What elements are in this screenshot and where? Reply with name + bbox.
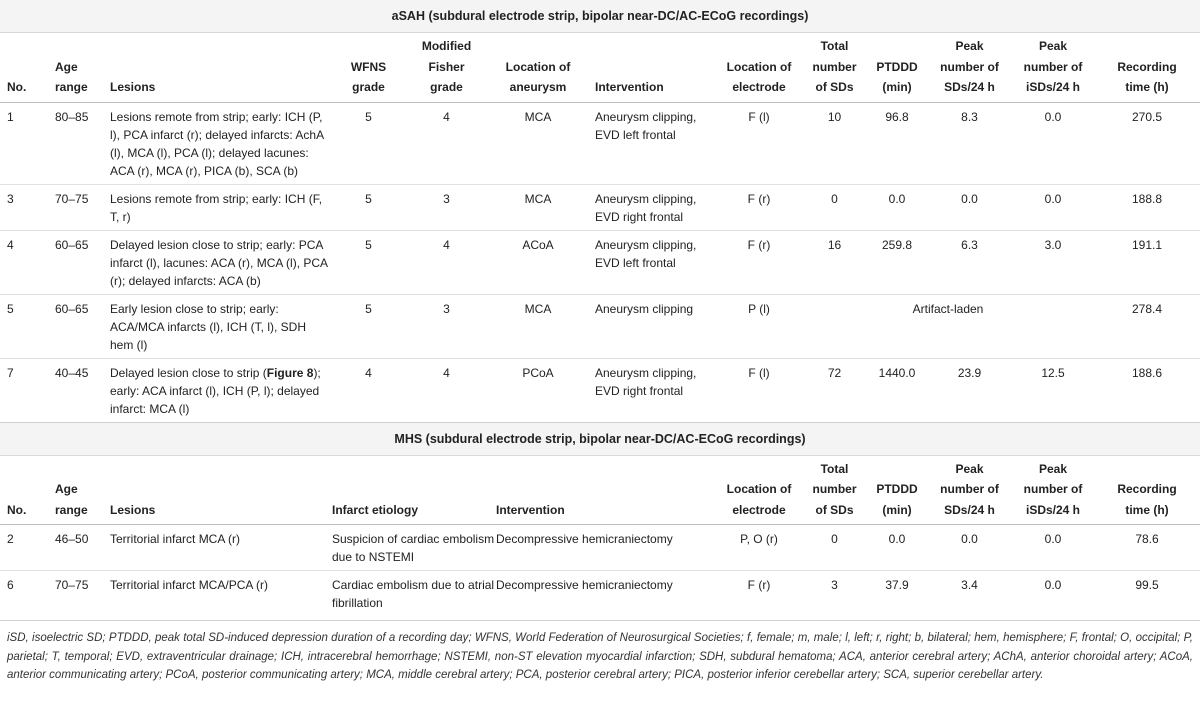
cell-lesions: Early lesion close to strip; early: ACA/MCA infarcts (l), ICH (T, l), SDH hem (l) (110, 301, 307, 352)
table-row (0, 294, 1200, 358)
cell-recording-time: 188.8 (1131, 191, 1163, 206)
cell-no: 3 (7, 191, 14, 206)
header-total-sds: Total number of SDs (812, 461, 857, 517)
cell-electrode: F (r) (747, 237, 771, 252)
header-peak-isds: Peak number of iSDs/24 h (1023, 39, 1083, 94)
cell-lesions: Lesions remote from strip; early: ICH (P, l), PCA infarct (r); delayed infarcts: AchA (l), MCA (l), PCA (l); delayed lacunes: ACA (r), MCA (r), PICA (b), SCA (b) (110, 109, 324, 178)
cell-fisher: 4 (443, 109, 450, 124)
cell-no: 6 (7, 578, 14, 592)
cell-peak-sds: 0.0 (961, 532, 978, 546)
header-electrode-location: Location of electrode (726, 59, 792, 94)
cell-age: 70–75 (55, 578, 89, 592)
cell-lesions: Lesions remote from strip; early: ICH (F, T, r) (110, 191, 323, 224)
asah-header-row (0, 33, 1200, 102)
cell-ptddd: 1440.0 (878, 365, 916, 380)
cell-peak-isds: 3.0 (1044, 237, 1062, 252)
cell-intervention: Aneurysm clipping, EVD left frontal (595, 109, 697, 142)
cell-peak-sds: 23.9 (957, 365, 982, 380)
table-row (0, 571, 1200, 617)
header-lesions: Lesions (110, 80, 156, 94)
cell-intervention: Decompressive hemicraniectomy (496, 532, 673, 546)
table-footnote: iSD, isoelectric SD; PTDDD, peak total SD-induced depression duration of a recording day; WFNS, World Federation of Neurosurgical Societies; f, female; m, male; l, left; r, right; b, bilateral; hem, hemisphere; F, frontal; O, occipital; P, parietal; T, temporal; EVD, extraventricular drainage; ICH, intracerebral hemorrhage; NSTEMI, non-ST elevation myocardial infarction; SDH, subdural hematoma; ACA, anterior cerebral artery; AChA, anterior choroidal artery; ACoA, anterior communicating artery; PCoA, posterior communicating artery; MCA, middle cerebral artery; PCA, posterior cerebral artery; PICA, posterior inferior cerebellar artery; SCA, superior cerebellar artery. (0, 620, 1200, 685)
cell-peak-sds: 8.3 (961, 109, 978, 124)
cell-ptddd: 0.0 (888, 532, 906, 546)
cell-recording-time: 188.6 (1131, 365, 1163, 380)
header-fisher-grade: Modified Fisher grade (421, 39, 472, 94)
cell-age: 46–50 (55, 532, 89, 546)
header-age-range: Age range (55, 59, 88, 94)
header-peak-sds: Peak number of SDs/24 h (940, 39, 999, 94)
header-infarct-etiology: Infarct etiology (332, 502, 419, 517)
cell-age: 60–65 (55, 237, 89, 252)
cell-no: 4 (7, 237, 14, 252)
cell-wfns: 5 (365, 301, 372, 316)
cell-electrode: F (r) (747, 191, 771, 206)
cell-intervention: Decompressive hemicraniectomy (496, 578, 673, 592)
header-intervention: Intervention (595, 80, 664, 94)
header-electrode-location: Location of electrode (726, 482, 792, 517)
cell-fisher: 3 (443, 301, 450, 316)
cell-peak-isds: 0.0 (1044, 532, 1062, 546)
cell-electrode: F (r) (747, 578, 771, 592)
cell-intervention: Aneurysm clipping, EVD right frontal (595, 191, 697, 224)
cell-age: 40–45 (55, 365, 89, 380)
cell-recording-time: 278.4 (1131, 301, 1163, 316)
cell-recording-time: 78.6 (1135, 532, 1159, 546)
header-recording-time: Recording time (h) (1117, 59, 1177, 94)
cell-aneurysm: ACoA (522, 237, 554, 252)
cell-no: 7 (7, 365, 14, 380)
table-row (0, 358, 1200, 422)
cell-aneurysm: PCoA (522, 365, 554, 380)
header-age-range: Age range (55, 482, 88, 517)
mhs-table (0, 456, 1200, 617)
cell-age: 60–65 (55, 301, 89, 316)
header-intervention: Intervention (496, 502, 565, 517)
cell-recording-time: 99.5 (1135, 578, 1159, 592)
asah-section-title: aSAH (subdural electrode strip, bipolar near-DC/AC-ECoG recordings) (0, 0, 1200, 33)
cell-total-sds: 16 (827, 237, 842, 252)
cell-electrode: P, O (r) (740, 532, 778, 546)
cell-etiology: Cardiac embolism due to atrial fibrillation (332, 578, 495, 610)
cell-wfns: 5 (365, 191, 372, 206)
table-row (0, 525, 1200, 571)
cell-total-sds: 3 (831, 578, 838, 592)
header-total-sds: Total number of SDs (812, 39, 857, 94)
cell-etiology: Suspicion of cardiac embolism due to NSTEMI (332, 532, 495, 564)
cell-aneurysm: MCA (524, 191, 552, 206)
cell-total-sds: 72 (827, 365, 842, 380)
cell-electrode: F (l) (748, 365, 770, 380)
header-recording-time: Recording time (h) (1117, 482, 1177, 517)
cell-no: 1 (7, 109, 14, 124)
cell-lesions: Delayed lesion close to strip (Figure 8); early: ACA infarct (l), ICH (P, l); delayed infarct: MCA (l) (110, 365, 321, 416)
cell-ptddd: 259.8 (881, 237, 913, 252)
header-lesions: Lesions (110, 502, 156, 517)
header-aneurysm-location: Location of aneurysm (505, 59, 571, 94)
header-wfns-grade: WFNS grade (350, 59, 387, 94)
cell-peak-isds: 12.5 (1041, 365, 1065, 380)
cell-peak-sds: 3.4 (961, 578, 978, 592)
asah-table (0, 33, 1200, 422)
cell-total-sds: 10 (827, 109, 842, 124)
cell-electrode: F (l) (748, 109, 770, 124)
cell-recording-time: 191.1 (1131, 237, 1163, 252)
header-ptddd: PTDDD (min) (876, 482, 918, 517)
cell-age: 80–85 (55, 109, 89, 124)
cell-intervention: Aneurysm clipping, EVD right frontal (595, 365, 697, 398)
cell-intervention: Aneurysm clipping (595, 301, 694, 316)
header-peak-isds: Peak number of iSDs/24 h (1023, 461, 1083, 517)
cell-total-sds: 0 (831, 532, 838, 546)
cell-aneurysm: MCA (524, 301, 552, 316)
cell-wfns: 5 (365, 237, 372, 252)
mhs-header-row (0, 456, 1200, 525)
header-no: No. (7, 502, 27, 517)
mhs-section-title: MHS (subdural electrode strip, bipolar near-DC/AC-ECoG recordings) (0, 422, 1200, 456)
table-row (0, 184, 1200, 230)
cell-lesions: Delayed lesion close to strip; early: PCA infarct (l), lacunes: ACA (r), MCA (l), PCA (r); delayed infarcts: ACA (b) (110, 237, 328, 288)
cell-age: 70–75 (55, 191, 89, 206)
cell-no: 5 (7, 301, 14, 316)
cell-wfns: 4 (365, 365, 372, 380)
table-row (0, 102, 1200, 184)
header-ptddd: PTDDD (min) (876, 59, 918, 94)
cell-aneurysm: MCA (524, 109, 552, 124)
cell-artifact-note: Artifact-laden (912, 301, 984, 316)
cell-electrode: P (l) (748, 301, 770, 316)
cell-peak-sds: 6.3 (961, 237, 978, 252)
cell-fisher: 3 (443, 191, 450, 206)
cell-fisher: 4 (443, 237, 450, 252)
cell-fisher: 4 (443, 365, 450, 380)
cell-lesions: Territorial infarct MCA/PCA (r) (110, 578, 269, 592)
figure-reference-link[interactable]: Figure 8 (266, 365, 314, 380)
cell-peak-isds: 0.0 (1044, 578, 1062, 592)
cell-recording-time: 270.5 (1131, 109, 1163, 124)
header-peak-sds: Peak number of SDs/24 h (940, 461, 999, 517)
cell-peak-sds: 0.0 (961, 191, 978, 206)
header-no: No. (7, 80, 27, 94)
cell-peak-isds: 0.0 (1044, 191, 1062, 206)
cell-no: 2 (7, 532, 14, 546)
table-row (0, 230, 1200, 294)
cell-intervention: Aneurysm clipping, EVD left frontal (595, 237, 697, 270)
cell-total-sds: 0 (831, 191, 838, 206)
cell-peak-isds: 0.0 (1044, 109, 1062, 124)
cell-ptddd: 96.8 (885, 109, 909, 124)
cell-lesions: Territorial infarct MCA (r) (110, 532, 241, 546)
cell-ptddd: 0.0 (888, 191, 906, 206)
cell-ptddd: 37.9 (885, 578, 909, 592)
cell-wfns: 5 (365, 109, 372, 124)
